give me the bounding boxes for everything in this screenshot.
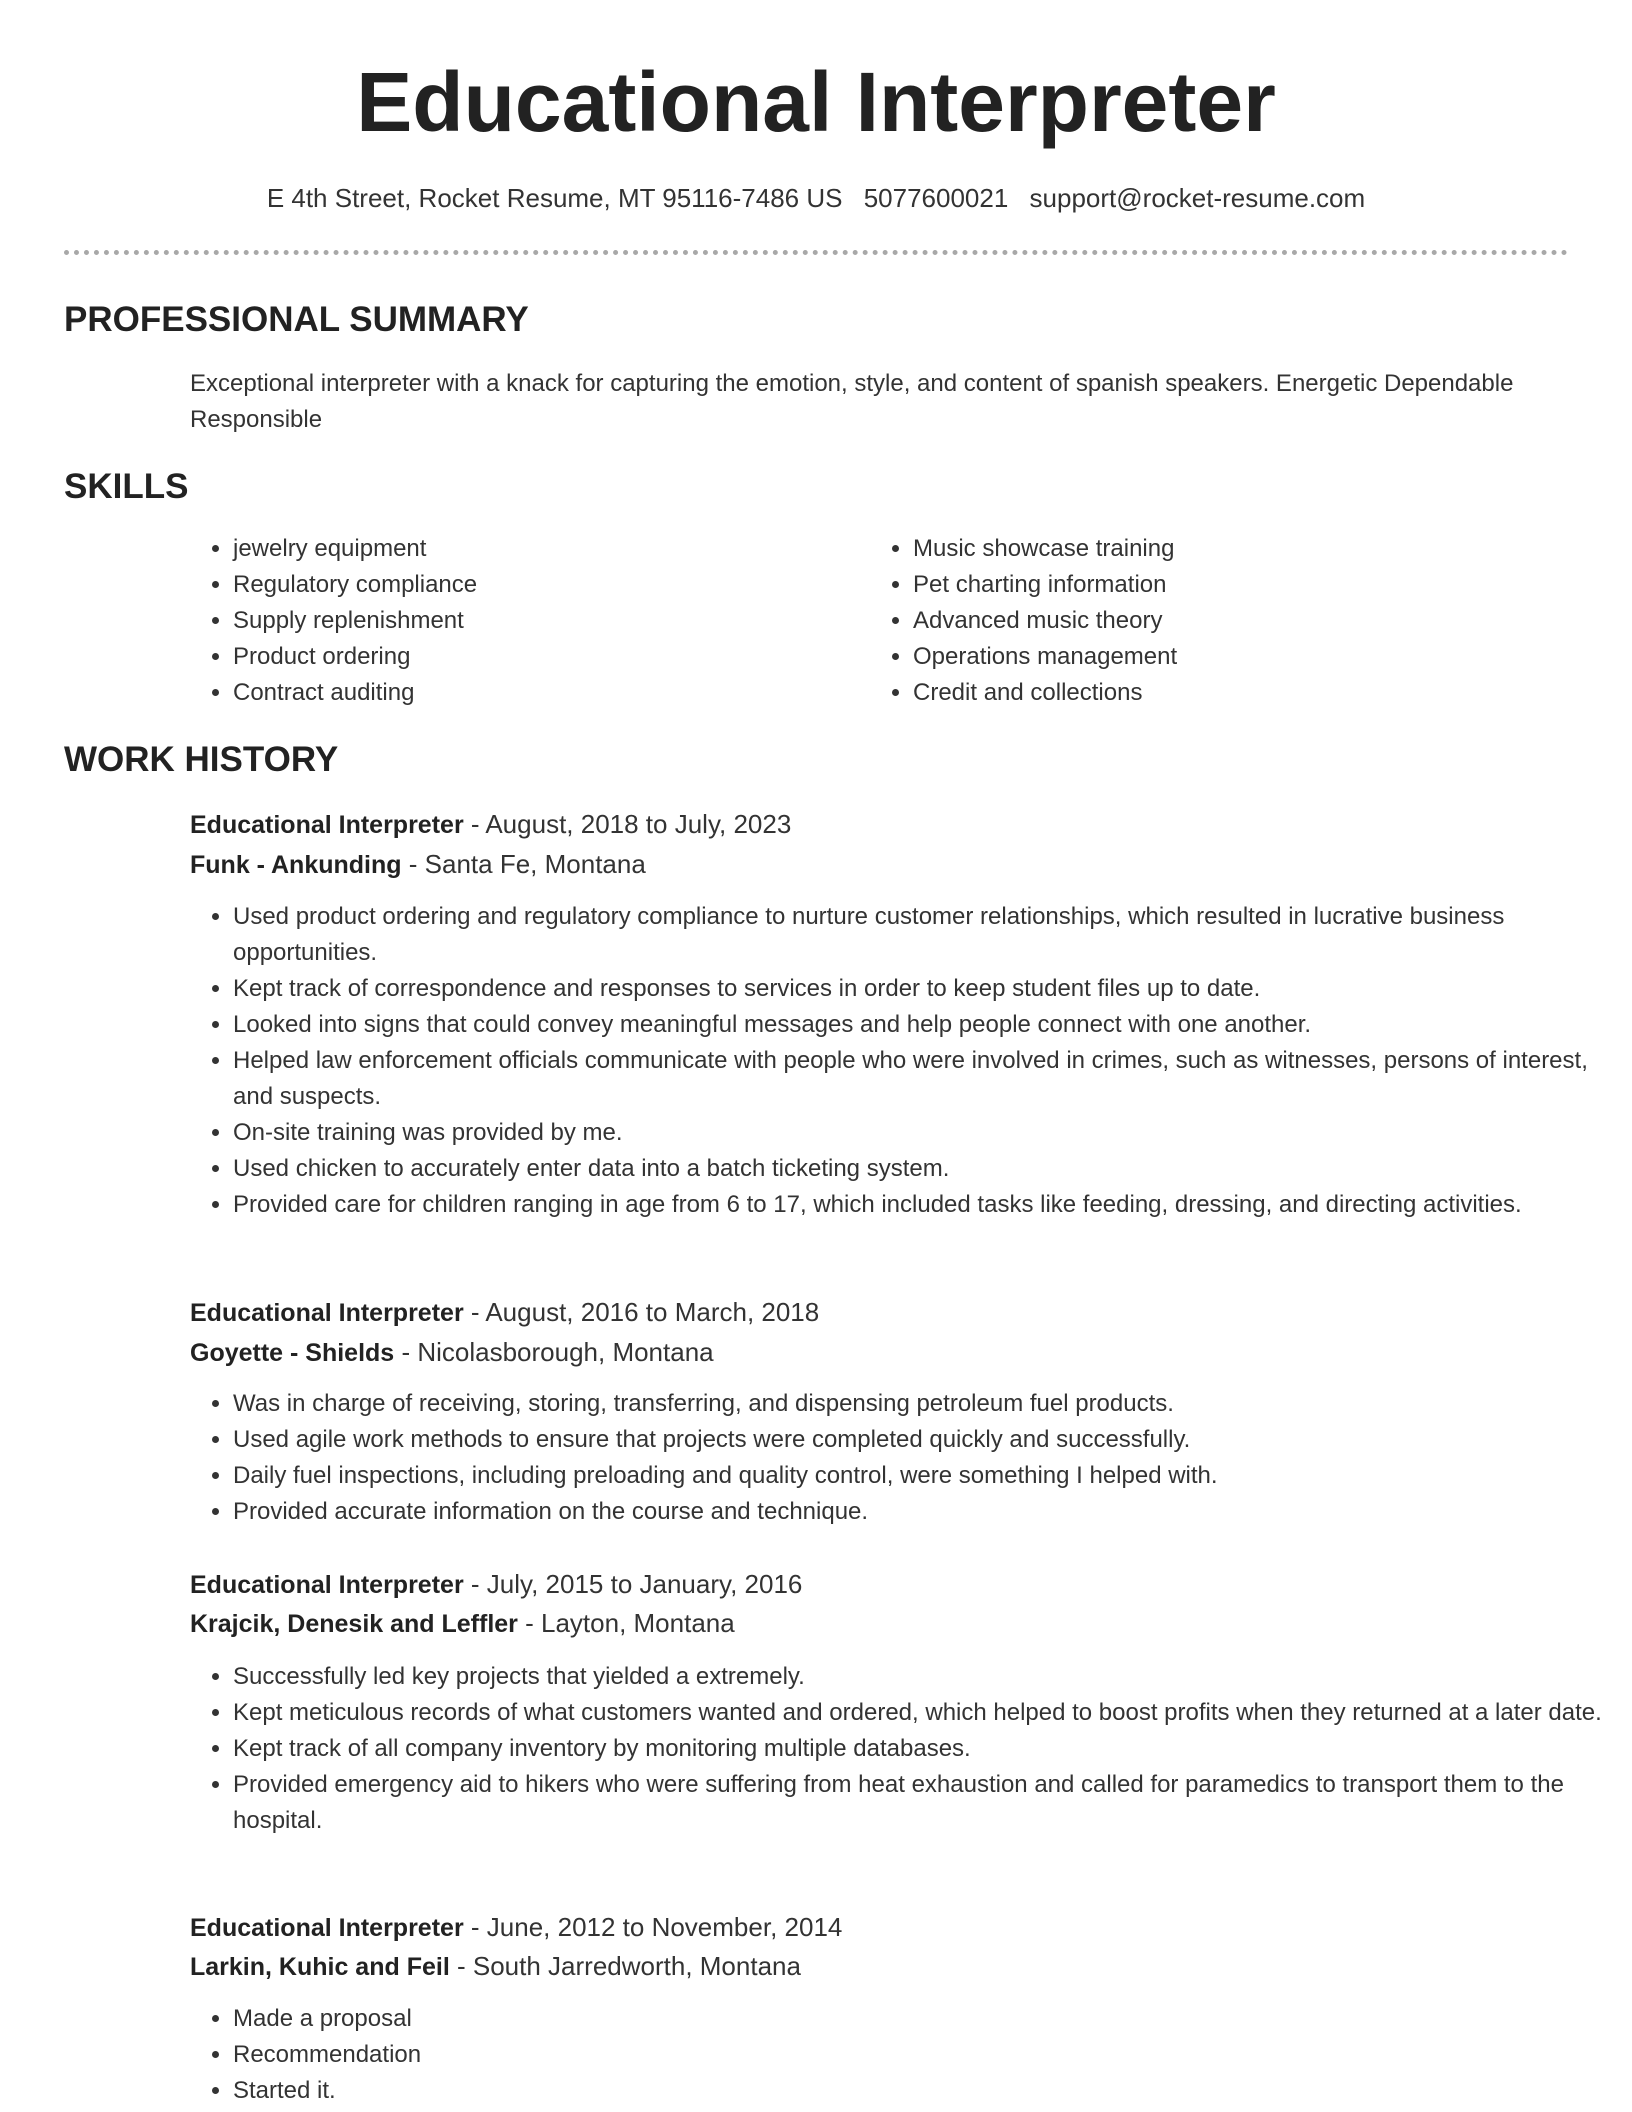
job-bullet: • Helped law enforcement officials communicate with people who were involved in crimes, such as witnesses, persons of interest, and suspects.: [233, 1043, 1613, 1115]
summary-heading: PROFESSIONAL SUMMARY: [64, 300, 529, 339]
job-dates: - August, 2018 to July, 2023: [463, 809, 792, 839]
job-bullets: [190, 1659, 1613, 1839]
job-bullet: • Used agile work methods to ensure that projects were completed quickly and successfully.: [233, 1422, 1613, 1458]
job-title-line: [190, 1909, 842, 1946]
job-bullet: • Looked into signs that could convey meaningful messages and help people connect with one another.: [233, 1007, 1613, 1043]
job-location: - Layton, Montana: [517, 1608, 735, 1638]
job-company-line: [190, 1948, 801, 1985]
job-role: Educational Interpreter: [190, 1571, 464, 1599]
skill-item: • Operations management: [913, 639, 1177, 675]
job-bullet: • Made a proposal: [233, 2001, 1613, 2037]
job-title-line: [190, 1294, 819, 1331]
job-role: Educational Interpreter: [190, 811, 464, 839]
job-bullet: • Used product ordering and regulatory compliance to nurture customer relationships, which resulted in lucrative business opportunities.: [233, 899, 1613, 971]
skill-item: • Pet charting information: [913, 567, 1177, 603]
job-location: - Nicolasborough, Montana: [394, 1337, 714, 1367]
job-bullet: • Kept meticulous records of what customers wanted and ordered, which helped to boost profits when they returned at a later date.: [233, 1695, 1613, 1731]
job-bullet: • Used chicken to accurately enter data into a batch ticketing system.: [233, 1151, 1613, 1187]
skills-list-right: [870, 531, 1177, 711]
job-dates: - August, 2016 to March, 2018: [463, 1297, 820, 1327]
skill-item: • Music showcase training: [913, 531, 1177, 567]
contact-email: support@rocket-resume.com: [1029, 183, 1366, 213]
job-bullet: • Was in charge of receiving, storing, transferring, and dispensing petroleum fuel products.: [233, 1386, 1613, 1422]
skill-item: • Supply replenishment: [233, 603, 477, 639]
contact-address: E 4th Street, Rocket Resume, MT 95116-7486 US: [266, 183, 843, 213]
skills-heading: SKILLS: [64, 467, 189, 506]
job-company: Goyette - Shields: [190, 1339, 395, 1367]
header-divider: [64, 250, 1568, 255]
job-title-line: [190, 1566, 802, 1603]
summary-text: Exceptional interpreter with a knack for capturing the emotion, style, and content of spanish speakers. Energetic Dependable Responsible: [190, 370, 1514, 433]
job-bullets: [190, 2001, 1613, 2109]
job-bullet: • Provided accurate information on the course and technique.: [233, 1494, 1613, 1530]
job-location: - South Jarredworth, Montana: [449, 1951, 801, 1981]
job-bullets: [190, 899, 1613, 1223]
skill-item: • Credit and collections: [913, 675, 1177, 711]
job-bullets: [190, 1386, 1613, 1530]
job-title-line: [190, 806, 791, 843]
job-role: Educational Interpreter: [190, 1299, 464, 1327]
skills-list-left: [190, 531, 477, 711]
skill-item: • Product ordering: [233, 639, 477, 675]
job-role: Educational Interpreter: [190, 1914, 464, 1942]
skill-item: • Contract auditing: [233, 675, 477, 711]
resume-name: Educational Interpreter: [356, 55, 1276, 149]
job-company: Krajcik, Denesik and Leffler: [190, 1610, 518, 1638]
job-company: Larkin, Kuhic and Feil: [190, 1953, 450, 1981]
job-bullet: • Recommendation: [233, 2037, 1613, 2073]
job-dates: - July, 2015 to January, 2016: [463, 1569, 803, 1599]
job-bullet: • Provided care for children ranging in age from 6 to 17, which included tasks like feeding, dressing, and directing activities.: [233, 1187, 1613, 1223]
job-dates: - June, 2012 to November, 2014: [463, 1912, 843, 1942]
job-bullet: • Started it.: [233, 2073, 1613, 2109]
job-bullet: • Successfully led key projects that yielded a extremely.: [233, 1659, 1613, 1695]
work-history-heading: WORK HISTORY: [64, 740, 339, 779]
job-bullet: • Kept track of all company inventory by monitoring multiple databases.: [233, 1731, 1613, 1767]
job-company-line: [190, 1605, 735, 1642]
contact-line: [0, 180, 1632, 216]
job-bullet: • Kept track of correspondence and responses to services in order to keep student files up to date.: [233, 971, 1613, 1007]
skill-item: • Advanced music theory: [913, 603, 1177, 639]
job-bullet: • Provided emergency aid to hikers who were suffering from heat exhaustion and called for paramedics to transport them to the hospital.: [233, 1767, 1613, 1839]
job-company-line: [190, 1334, 714, 1371]
skill-item: • jewelry equipment: [233, 531, 477, 567]
contact-phone: 5077600021: [863, 183, 1009, 213]
job-company-line: [190, 846, 646, 883]
job-company: Funk - Ankunding: [190, 851, 402, 879]
job-bullet: • Daily fuel inspections, including preloading and quality control, were something I helped with.: [233, 1458, 1613, 1494]
job-location: - Santa Fe, Montana: [401, 849, 646, 879]
skill-item: • Regulatory compliance: [233, 567, 477, 603]
job-bullet: • On-site training was provided by me.: [233, 1115, 1613, 1151]
